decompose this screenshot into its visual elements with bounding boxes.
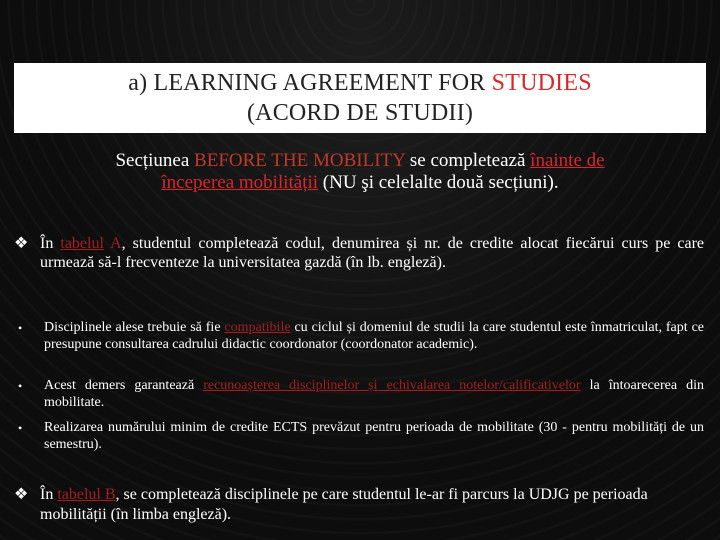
title-highlight: STUDIES	[491, 70, 592, 96]
bullet-text	[40, 485, 704, 525]
title-box	[14, 63, 706, 133]
subtitle	[14, 150, 706, 194]
list-item	[14, 320, 704, 353]
list-item	[14, 234, 704, 272]
subtitle-text-3: (NU şi celelalte două secțiuni).	[318, 172, 559, 193]
bullet-5-text-1: În	[40, 486, 58, 503]
bullet-2-text-2: cu ciclul și domeniul de studii la care studentul este înmatriculat, fapt ce presupune consultarea cadrului didactic coordonator (coordonator academic).	[44, 320, 704, 352]
bullet-1-table: tabelul	[60, 235, 104, 252]
title-line-1	[128, 68, 592, 98]
bullet-text	[40, 234, 704, 272]
bullet-text	[44, 378, 704, 411]
bullet-5-table: tabelul B	[57, 486, 116, 503]
bullet-text	[44, 320, 704, 353]
bullet-2-text-1: Disciplinele alese trebuie să fie	[44, 320, 225, 335]
bullet-1-text-2: , studentul completează codul, denumirea și nr. de credite alocat fiecărui curs pe care urmează să-l frecventeze la universitatea gazdă (în lb. engleză).	[40, 235, 705, 271]
bullet-1-table-letter: A	[103, 235, 122, 252]
list-item	[14, 378, 704, 411]
bullet-1-text-1: În	[40, 235, 61, 252]
dot-bullet-icon: •	[18, 321, 23, 335]
bullet-3-text-1: Acest demers garantează	[44, 378, 204, 393]
list-item	[14, 420, 704, 453]
subtitle-start: începerea mobilității	[161, 172, 319, 193]
title-prefix: a) LEARNING AGREEMENT FOR	[128, 70, 492, 96]
bullet-5-text-2: , se completează disciplinele pe care studentul le-ar fi parcurs la UDJG pe perioada mobilității (în limba engleză).	[40, 486, 648, 523]
dot-bullet-icon: •	[18, 421, 23, 435]
subtitle-text-1: Secțiunea	[115, 150, 195, 171]
bullet-2-highlight: compatibile	[224, 320, 291, 335]
subtitle-text-2: se completează	[405, 150, 531, 171]
title-line-2: (ACORD DE STUDII)	[246, 100, 474, 126]
bullet-3-highlight: recunoașterea disciplinelor și echivalarea notelor/calificativelor	[203, 378, 581, 393]
bullet-text: Realizarea numărului minim de credite ECTS prevăzut pentru perioada de mobilitate (30 - pentru mobilități de un semestru).	[44, 420, 704, 452]
subtitle-phase: BEFORE THE MOBILITY	[194, 150, 406, 171]
diamond-bullet-icon: ❖	[14, 235, 29, 252]
subtitle-before: înainte de	[530, 150, 605, 171]
bullet-3-text-2: la întoarecerea din mobilitate.	[44, 378, 704, 410]
list-item	[14, 485, 704, 525]
dot-bullet-icon: •	[18, 379, 23, 393]
diamond-bullet-icon: ❖	[14, 486, 29, 503]
